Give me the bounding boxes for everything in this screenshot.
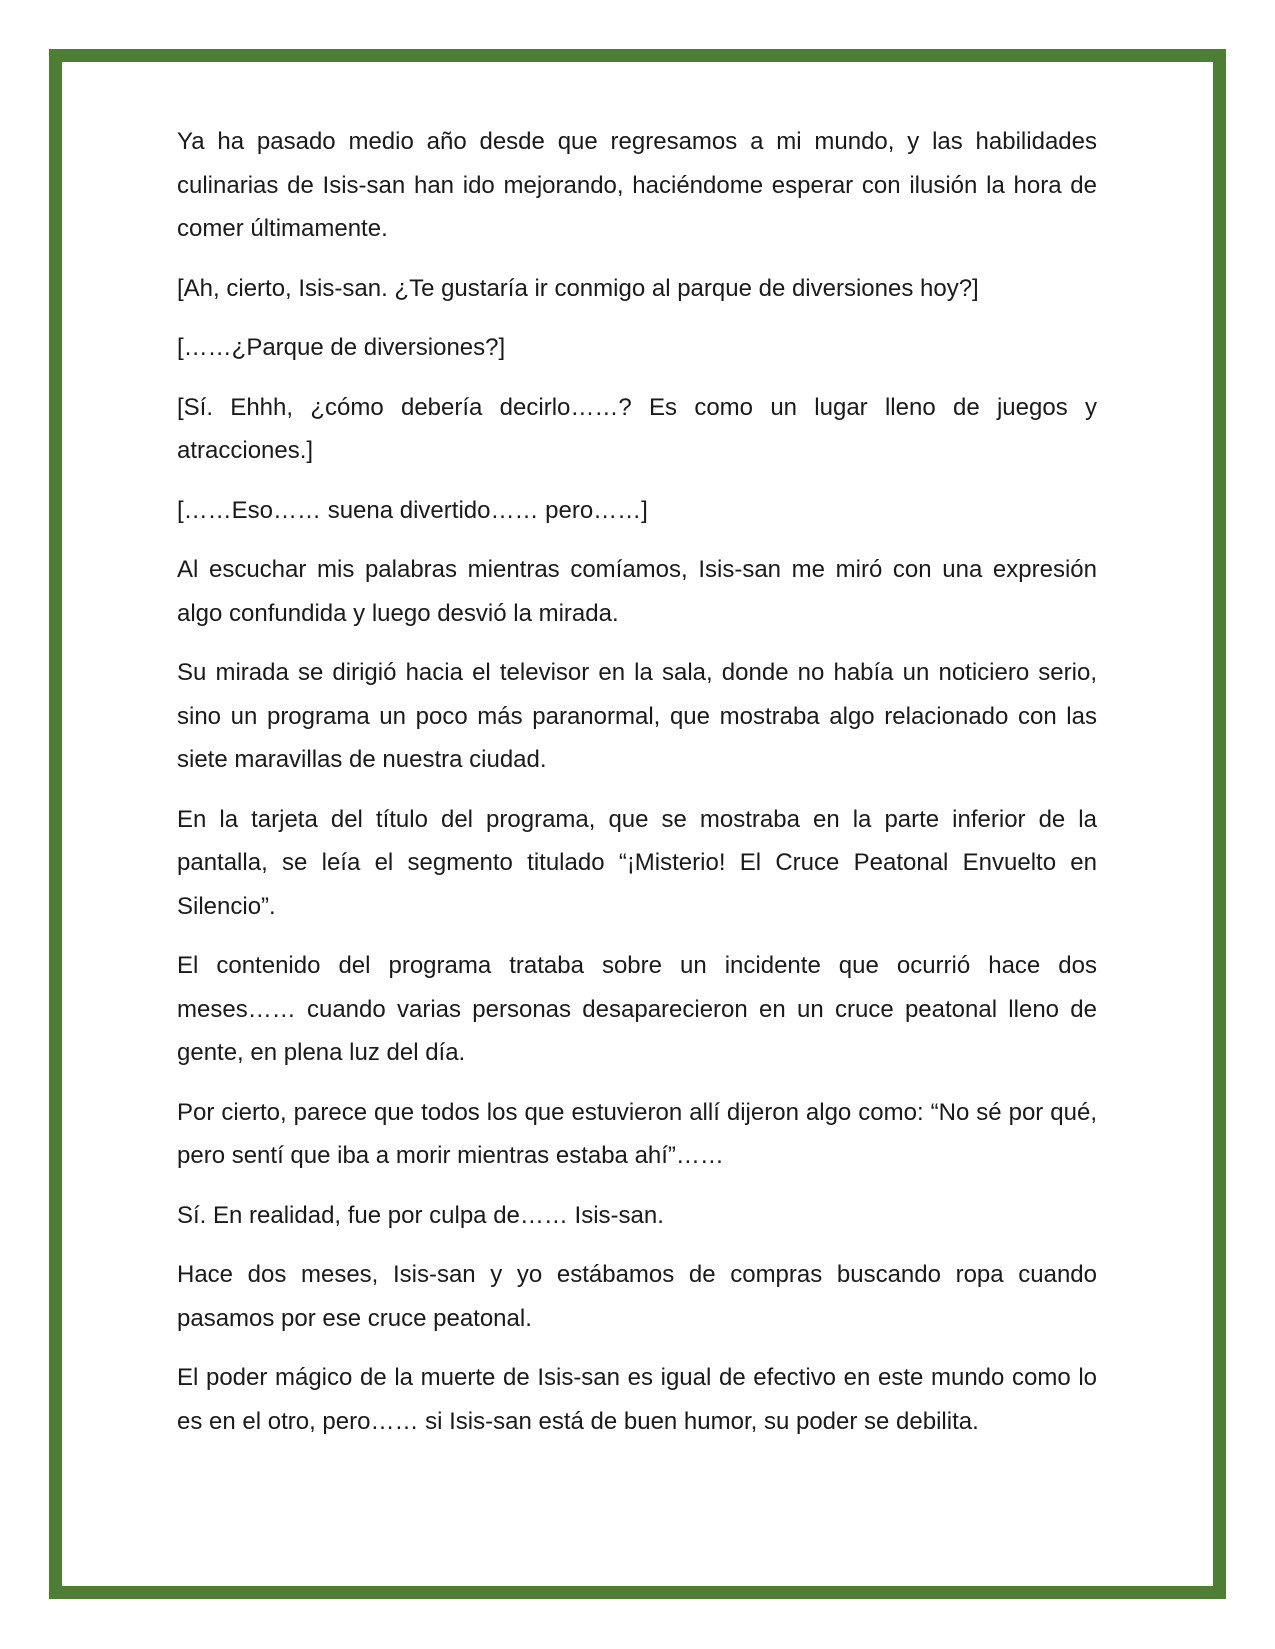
paragraph: [……¿Parque de diversiones?] (177, 334, 506, 361)
paragraph: [……Eso…… suena divertido…… pero……] (177, 496, 648, 524)
paragraph: Su mirada se dirigió hacia el televisor en la sala, donde no había un noticiero serio, sino un programa un poco más paranormal, que mostraba algo relacionado con las siete maravillas de nuestra ciudad. (177, 659, 1097, 773)
paragraph: Ya ha pasado medio año desde que regresamos a mi mundo, y las habilidades culinarias de Isis-san han ido mejorando, haciéndome esperar con ilusión la hora de comer últimamente. (177, 128, 1097, 242)
paragraph: [Sí. Ehhh, ¿cómo debería decirlo……? Es como un lugar lleno de juegos y atracciones.] (177, 393, 1097, 464)
paragraph: [Ah, cierto, Isis-san. ¿Te gustaría ir conmigo al parque de diversiones hoy?] (177, 274, 979, 302)
paragraph: En la tarjeta del título del programa, que se mostraba en la parte inferior de la pantalla, se leía el segmento titulado “¡Misterio! El Cruce Peatonal Envuelto en Silencio”. (177, 805, 1097, 920)
paragraph: Por cierto, parece que todos los que estuvieron allí dijeron algo como: “No sé por qué, pero sentí que iba a morir mientras estaba ahí”…… (177, 1098, 1097, 1169)
paragraph: Sí. En realidad, fue por culpa de…… Isis-san. (177, 1201, 664, 1229)
paragraph: El contenido del programa trataba sobre un incidente que ocurrió hace dos meses…… cuando varias personas desaparecieron en un cruce peatonal lleno de gente, en plena luz del día. (177, 952, 1097, 1066)
paragraph: Al escuchar mis palabras mientras comíamos, Isis-san me miró con una expresión algo confundida y luego desvió la mirada. (177, 556, 1097, 627)
document-body (177, 120, 1097, 1459)
paragraph: El poder mágico de la muerte de Isis-san es igual de efectivo en este mundo como lo es en el otro, pero…… si Isis-san está de buen humor, su poder se debilita. (177, 1364, 1097, 1435)
paragraph: Hace dos meses, Isis-san y yo estábamos de compras buscando ropa cuando pasamos por ese cruce peatonal. (177, 1261, 1097, 1332)
